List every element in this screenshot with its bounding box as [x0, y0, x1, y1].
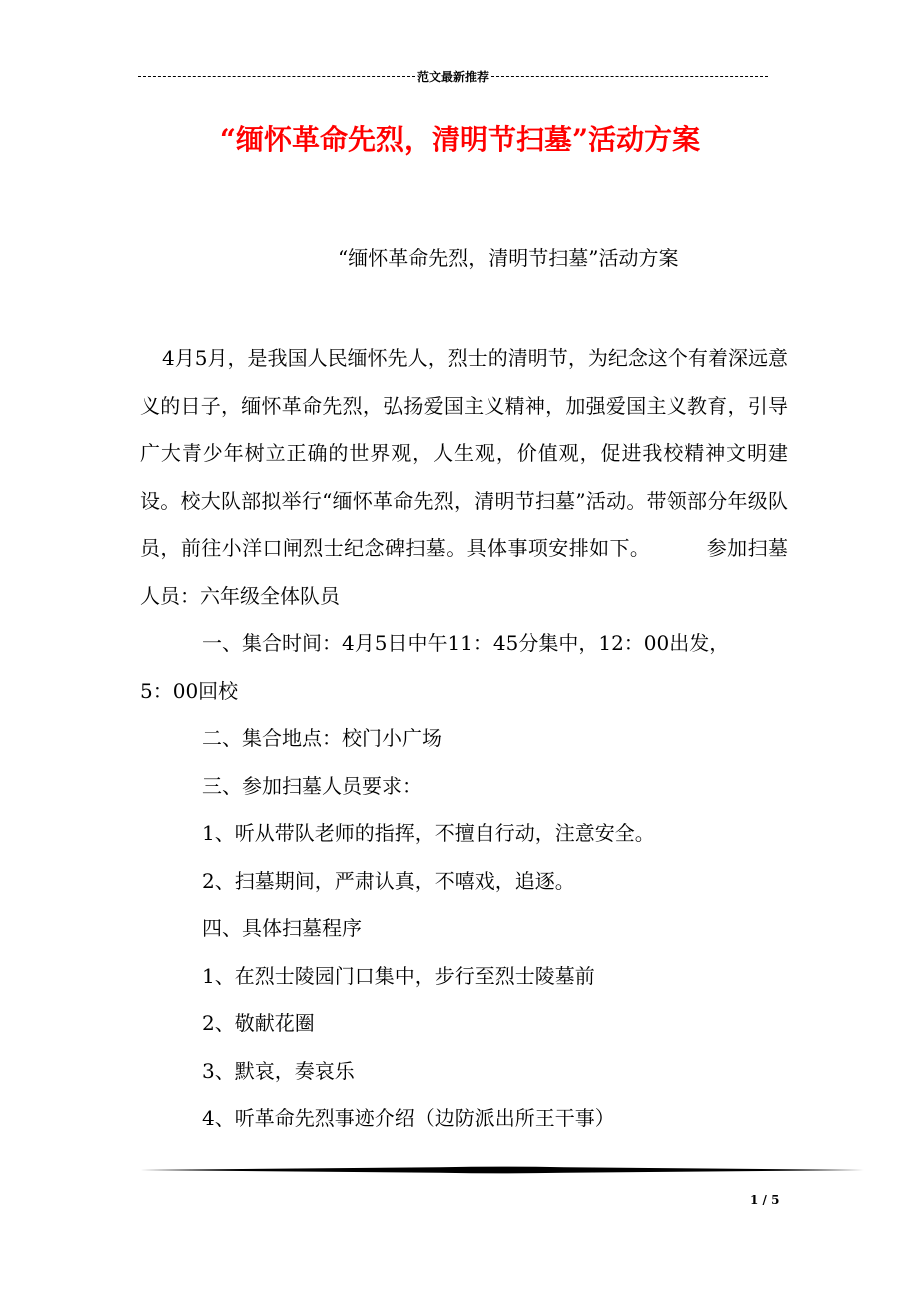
list-item: 3、默哀，奏哀乐 — [202, 1058, 355, 1083]
list-item: 二、集合地点：校门小广场 — [202, 726, 442, 750]
document-body — [140, 335, 788, 1143]
header-dash-right — [491, 76, 768, 77]
header-dash-left — [138, 76, 415, 77]
list-item: 一、集合时间：4月5日中午11：45分集中，12：00出发， — [202, 631, 730, 655]
list-item: 1、在烈士陵园门口集中，步行至烈士陵墓前 — [202, 963, 595, 988]
header-label: 范文最新推荐 — [417, 70, 490, 84]
intro-text: 4月5月，是我国人民缅怀先人，烈士的清明节，为纪念这个有着深远意义的日子，缅怀革命先烈，弘扬爱国主义精神，加强爱国主义教育，引导广大青少年树立正确的世界观，人生观，价值观，促进我校精神文明建设。校大队部拟举行“缅怀革命先烈，清明节扫墓”活动。带领部分年级队员，前往小洋口闸烈士纪念碑扫墓。具体事项安排如下。 — [140, 346, 788, 560]
intro-participants: 参加扫墓人员：六年级全体队员 — [140, 536, 789, 608]
page-header — [138, 68, 768, 85]
list-item: 1、听从带队老师的指挥，不擅自行动，注意安全。 — [202, 821, 655, 845]
page-number: 1 / 5 — [750, 1193, 780, 1207]
list-item: 5：00回校 — [140, 678, 239, 703]
document-title: “缅怀革命先烈，清明节扫墓”活动方案 — [219, 123, 701, 156]
document-subtitle: “缅怀革命先烈，清明节扫墓”活动方案 — [338, 246, 679, 270]
intro-paragraph — [140, 335, 788, 620]
list-item: 四、具体扫墓程序 — [202, 916, 362, 940]
footer-divider — [140, 1165, 864, 1175]
list-item: 4、听革命先烈事迹介绍（边防派出所王干事） — [202, 1106, 615, 1130]
list-item: 三、参加扫墓人员要求： — [202, 773, 422, 798]
list-item: 2、扫墓期间，严肃认真，不嘻戏，追逐。 — [202, 868, 575, 893]
list-item: 2、敬献花圈 — [202, 1011, 315, 1035]
